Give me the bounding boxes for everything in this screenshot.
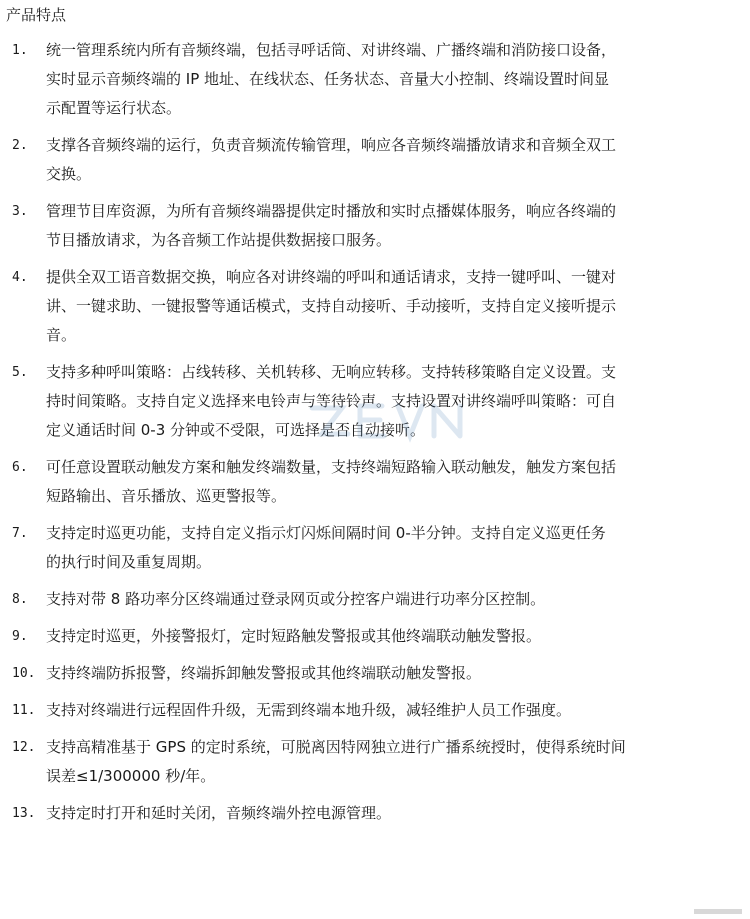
item-text-line: 统一管理系统内所有音频终端，包括寻呼话筒、对讲终端、广播终端和消防接口设备， — [46, 41, 617, 59]
item-text-line: 支持定时巡更，外接警报灯，定时短路触发警报或其他终端联动触发警报。 — [46, 627, 542, 645]
item-text-line: 管理节目库资源，为所有音频终端器提供定时播放和实时点播媒体服务，响应各终端的 — [46, 202, 617, 220]
item-text-line: 示配置等运行状态。 — [46, 99, 182, 117]
item-text-line: 支持对终端进行远程固件升级，无需到终端本地升级，减轻维护人员工作强度。 — [46, 701, 572, 719]
item-number: 5. — [12, 365, 28, 380]
list-item — [0, 733, 750, 791]
list-item — [0, 358, 750, 445]
item-text — [46, 799, 686, 828]
item-number: 8. — [12, 592, 28, 607]
item-number: 13. — [12, 806, 36, 821]
item-text — [46, 131, 686, 189]
item-text — [46, 622, 686, 651]
item-text — [46, 358, 686, 445]
item-text-line: 交换。 — [46, 165, 92, 183]
list-item — [0, 659, 750, 688]
item-number: 3. — [12, 204, 28, 219]
item-number: 11. — [12, 703, 36, 718]
item-number: 6. — [12, 460, 28, 475]
list-item — [0, 131, 750, 189]
item-text-line: 实时显示音频终端的 IP 地址、在线状态、任务状态、音量大小控制、终端设置时间显 — [46, 70, 610, 88]
item-text — [46, 197, 686, 255]
list-item — [0, 696, 750, 725]
item-text — [46, 696, 686, 725]
list-item — [0, 263, 750, 350]
item-text-line: 讲、一键求助、一键报警等通话模式，支持自动接听、手动接听，支持自定义接听提示 — [46, 297, 617, 315]
item-text-line: 短路输出、音乐播放、巡更警报等。 — [46, 487, 287, 505]
item-text-line: 提供全双工语音数据交换，响应各对讲终端的呼叫和通话请求，支持一键呼叫、一键对 — [46, 268, 617, 286]
item-text-line: 定义通话时间 0-3 分钟或不受限，可选择是否自动接听。 — [46, 421, 426, 439]
item-text-line: 支持多种呼叫策略：占线转移、关机转移、无响应转移。支持转移策略自定义设置。支 — [46, 363, 617, 381]
list-item — [0, 197, 750, 255]
list-item — [0, 585, 750, 614]
section-title: 产品特点 — [6, 6, 67, 24]
item-text — [46, 659, 686, 688]
item-text-line: 支撑各音频终端的运行，负责音频流传输管理，响应各音频终端播放请求和音频全双工 — [46, 136, 617, 154]
item-number: 10. — [12, 666, 36, 681]
item-number: 9. — [12, 629, 28, 644]
item-text-line: 音。 — [46, 326, 77, 344]
item-text — [46, 263, 686, 350]
list-item — [0, 36, 750, 123]
item-text-line: 支持高精准基于 GPS 的定时系统，可脱离因特网独立进行广播系统授时，使得系统时间 — [46, 738, 626, 756]
item-text — [46, 36, 686, 123]
item-text-line: 支持对带 8 路功率分区终端通过登录网页或分控客户端进行功率分区控制。 — [46, 590, 546, 608]
item-number: 4. — [12, 270, 28, 285]
list-item — [0, 622, 750, 651]
item-text-line: 的执行时间及重复周期。 — [46, 553, 212, 571]
list-item — [0, 453, 750, 511]
item-text-line: 支持定时巡更功能，支持自定义指示灯闪烁间隔时间 0-半分钟。支持自定义巡更任务 — [46, 524, 606, 542]
list-item — [0, 799, 750, 828]
item-text-line: 持时间策略。支持自定义选择来电铃声与等待铃声。支持设置对讲终端呼叫策略：可自 — [46, 392, 617, 410]
item-text — [46, 733, 686, 791]
item-text-line: 支持定时打开和延时关闭，音频终端外控电源管理。 — [46, 804, 392, 822]
item-number: 1. — [12, 43, 28, 58]
item-text — [46, 585, 686, 614]
item-text-line: 支持终端防拆报警，终端拆卸触发警报或其他终端联动触发警报。 — [46, 664, 482, 682]
item-number: 12. — [12, 740, 36, 755]
corner-mark — [692, 905, 744, 917]
item-number: 2. — [12, 138, 28, 153]
list-item — [0, 519, 750, 577]
item-text-line: 可任意设置联动触发方案和触发终端数量，支持终端短路输入联动触发，触发方案包括 — [46, 458, 617, 476]
item-text — [46, 453, 686, 511]
item-text — [46, 519, 686, 577]
item-text-line: 节目播放请求，为各音频工作站提供数据接口服务。 — [46, 231, 392, 249]
feature-list — [0, 36, 750, 836]
item-text-line: 误差≤1/300000 秒/年。 — [46, 767, 216, 785]
item-number: 7. — [12, 526, 28, 541]
